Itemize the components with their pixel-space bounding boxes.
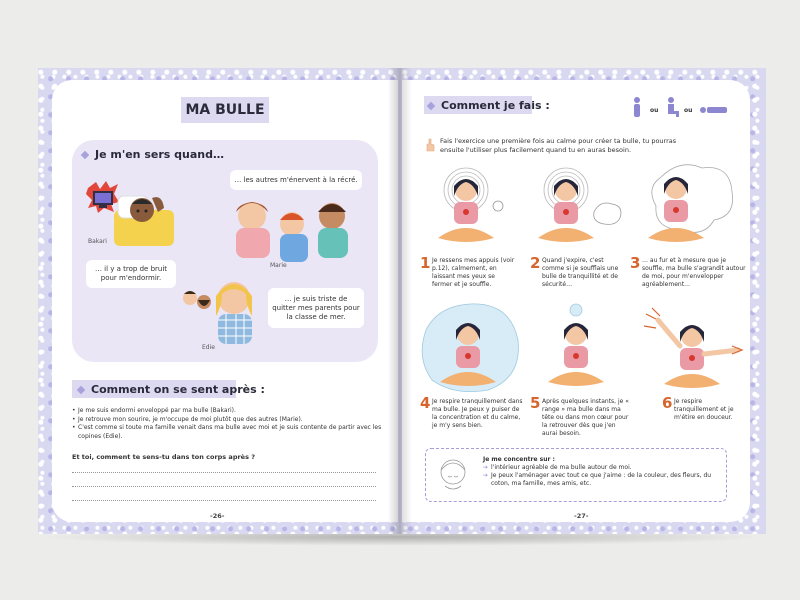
list-item: • Je retrouve mon sourire, je m'occupe de moi plutôt que des autres (Marie). xyxy=(72,416,382,425)
lying-icon xyxy=(698,104,728,116)
answer-line xyxy=(72,472,376,473)
page-number-right: -27- xyxy=(574,512,589,520)
step3-illustration xyxy=(640,158,738,252)
book-gutter xyxy=(388,68,412,534)
step-text: Je respire tranquillement dans ma bulle. Je peux y puiser de la concentration et du calme, je m'y sens bien. xyxy=(432,398,523,429)
concentrate-title: Je me concentre sur : xyxy=(483,456,555,463)
name-bakari: Bakari xyxy=(88,238,107,245)
section-after-title: Comment on se sent après : xyxy=(91,383,265,396)
intro-text: Fais l'exercice une première fois au calme pour créer ta bulle, tu pourras ensuite l'utiliser plus facilement quand tu en auras besoin. xyxy=(440,137,677,154)
diamond-icon xyxy=(427,101,435,109)
step-number: 6 xyxy=(662,394,673,412)
section-usage-title: Je m'en sers quand… xyxy=(95,148,224,161)
step5-illustration xyxy=(532,300,622,396)
step-text: Je respire tranquillement et je m'étire en douceur. xyxy=(674,398,734,421)
step-number: 5 xyxy=(530,394,541,412)
reflection-question: Et toi, comment te sens-tu dans ton corps après ? xyxy=(72,453,255,461)
edie-illustration xyxy=(180,276,260,346)
after-list xyxy=(72,407,382,441)
section-after-heading xyxy=(78,383,265,396)
diamond-icon xyxy=(77,385,85,393)
step-text: … au fur et à mesure que je souffle, ma bulle s'agrandit autour de moi, pour m'envelopper agréablement… xyxy=(642,257,746,288)
section-how-title: Comment je fais : xyxy=(441,99,550,112)
marie-group-illustration xyxy=(226,194,360,264)
step-text: Je ressens mes appuis (voir p.12), calmement, en laissant mes yeux se fermer et je souffle. xyxy=(432,257,515,288)
concentrate-text xyxy=(483,456,723,488)
standing-icon xyxy=(630,96,644,118)
step-number: 3 xyxy=(630,254,641,272)
step-number: 4 xyxy=(420,394,431,412)
step1-illustration xyxy=(428,160,518,252)
step-number: 1 xyxy=(420,254,431,272)
or-label: ou xyxy=(684,107,693,114)
step4-illustration xyxy=(418,300,522,396)
step-text: Quand j'expire, c'est comme si je soufflais une bulle de tranquillité et de sécurité… xyxy=(542,257,619,288)
list-item: ➔ l'intérieur agréable de ma bulle autour de moi. xyxy=(483,464,723,472)
page-number-left: -26- xyxy=(210,512,225,520)
name-edie: Edie xyxy=(202,344,215,351)
head-outline-icon xyxy=(436,456,470,492)
list-item: ➔ Je peux l'aménager avec tout ce que j'aime : de la couleur, des fleurs, du coton, ma famille, mes amis, etc. xyxy=(483,472,723,488)
answer-line xyxy=(72,486,376,487)
step-number: 2 xyxy=(530,254,541,272)
step6-illustration xyxy=(640,306,744,396)
answer-line xyxy=(72,500,376,501)
list-item: • Je me suis endormi enveloppé par ma bulle (Bakari). xyxy=(72,407,382,416)
speech-bubble-triste: … je suis triste de quitter mes parents pour la classe de mer. xyxy=(268,288,364,328)
step2-illustration xyxy=(528,160,628,252)
name-marie: Marie xyxy=(270,262,287,269)
section-usage-heading xyxy=(82,148,224,161)
bakari-illustration xyxy=(112,190,178,248)
section-how-heading xyxy=(428,99,550,112)
speech-bubble-recre: … les autres m'énervent à la récré. xyxy=(230,170,362,190)
sitting-icon xyxy=(664,96,680,118)
pointing-hand-icon xyxy=(424,138,436,152)
diamond-icon xyxy=(81,150,89,158)
page-title: MA BULLE xyxy=(181,97,269,123)
list-item: • C'est comme si toute ma famille venait dans ma bulle avec moi et je suis contente de partir avec les copines (Edie). xyxy=(72,424,382,441)
speech-bubble-bruit: … il y a trop de bruit pour m'endormir. xyxy=(86,260,176,288)
step-text: Après quelques instants, je « range » ma bulle dans ma tête ou dans mon cœur pour la retrouver dès que j'en aurai besoin. xyxy=(542,398,629,437)
or-label: ou xyxy=(650,107,659,114)
